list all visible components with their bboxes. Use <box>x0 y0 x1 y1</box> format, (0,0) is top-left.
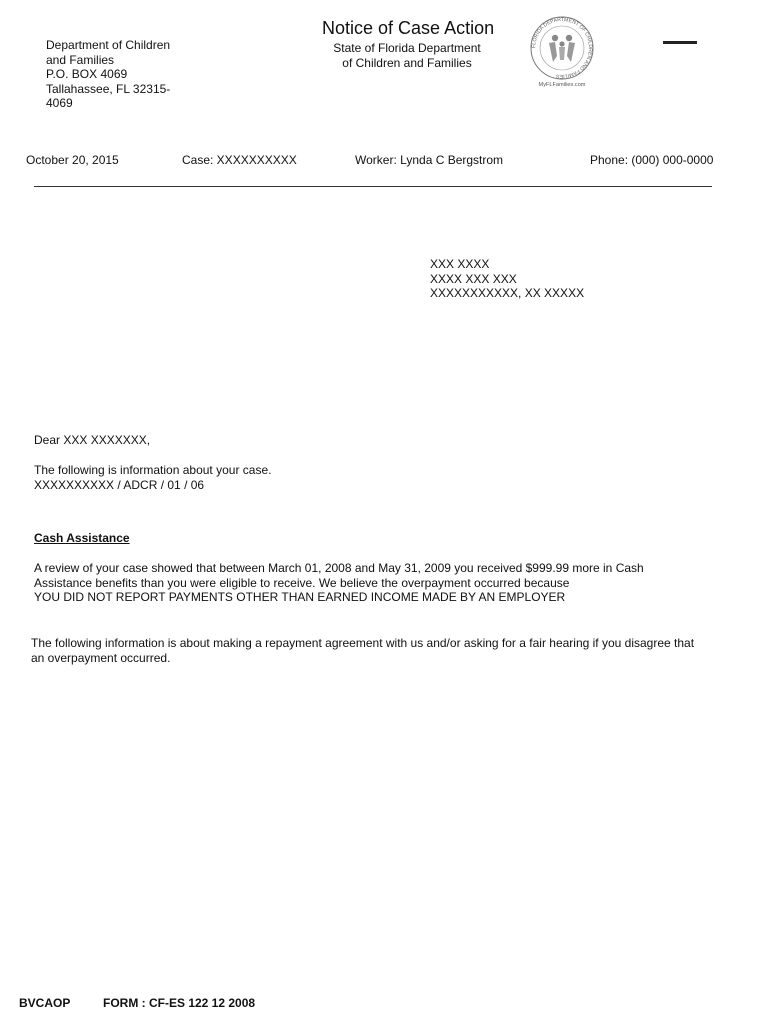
review-line: YOU DID NOT REPORT PAYMENTS OTHER THAN EARNED INCOME MADE BY AN EMPLOYER <box>34 590 566 604</box>
section-heading: Cash Assistance <box>34 531 130 545</box>
agency-seal-logo <box>527 12 597 90</box>
case-number: Case: XXXXXXXXXX <box>182 153 297 167</box>
recipient-line: XXXXXXXXXXX, XX XXXXX <box>430 286 585 300</box>
sender-line: 4069 <box>46 96 73 110</box>
repayment-line: an overpayment occurred. <box>31 650 171 665</box>
intro-line: The following is information about your case. <box>34 463 272 477</box>
sender-line: Department of Children <box>46 38 171 52</box>
sender-address <box>46 38 196 111</box>
divider <box>34 186 712 187</box>
review-line: Assistance benefits than you were eligible to receive. We believe the overpayment occurred because <box>34 575 570 590</box>
header-dash-mark <box>663 41 697 44</box>
department-line: State of Florida Department <box>333 41 481 55</box>
phone-number: Phone: (000) 000-0000 <box>590 153 714 167</box>
repayment-paragraph <box>31 636 751 665</box>
department-line: of Children and Families <box>342 55 472 70</box>
recipient-line: XXXX XXX XXX <box>430 271 517 286</box>
recipient-line: XXX XXXX <box>430 257 490 271</box>
intro-paragraph <box>34 463 271 492</box>
salutation: Dear XXX XXXXXXX, <box>34 433 151 447</box>
sender-line: P.O. BOX 4069 <box>46 67 128 81</box>
footer-code: BVCAOP <box>19 996 71 1010</box>
sender-line: and Families <box>46 52 115 67</box>
seal-caption: MyFLFamilies.com <box>538 82 586 88</box>
review-line: A review of your case showed that between March 01, 2008 and May 31, 2009 you received $999.99 more in Cash <box>34 561 644 575</box>
notice-date: October 20, 2015 <box>26 153 119 167</box>
page-title: Notice of Case Action <box>322 18 495 38</box>
review-paragraph <box>34 561 714 605</box>
sender-line: Tallahassee, FL 32315- <box>46 81 171 96</box>
repayment-line: The following information is about making a repayment agreement with us and/or asking for a fair hearing if you disagree that <box>31 636 695 650</box>
department-name <box>322 41 492 70</box>
footer-form-number: FORM : CF-ES 122 12 2008 <box>103 996 256 1010</box>
recipient-address <box>430 257 584 301</box>
seal-ring-text: FLORIDA DEPARTMENT OF CHILDREN AND FAMILIES <box>530 16 594 80</box>
intro-line: XXXXXXXXXX / ADCR / 01 / 06 <box>34 477 205 492</box>
worker-name: Worker: Lynda C Bergstrom <box>355 153 504 167</box>
